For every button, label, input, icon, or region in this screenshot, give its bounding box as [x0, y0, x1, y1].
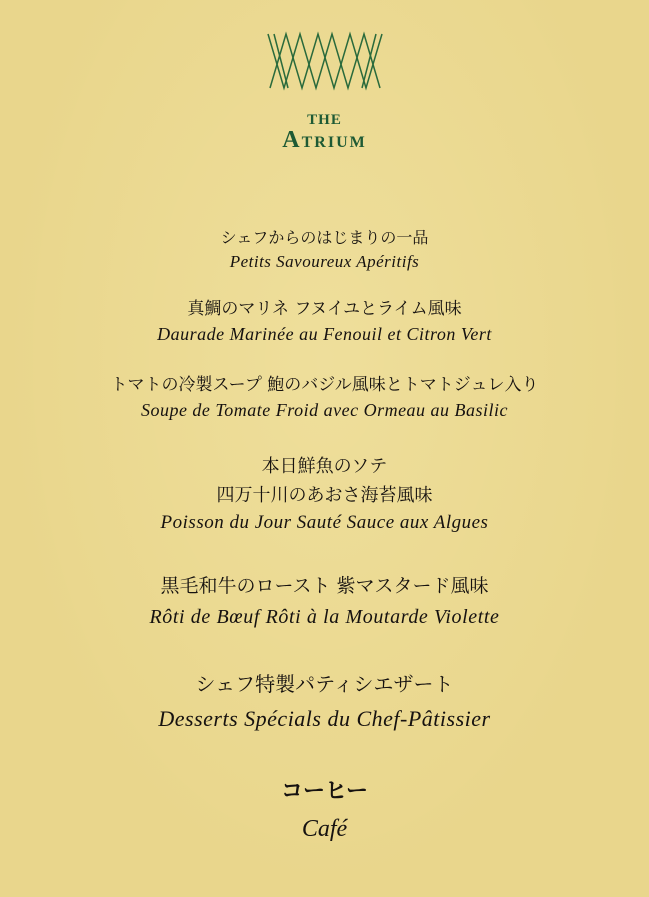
course-7-japanese: コーヒー: [280, 779, 369, 804]
menu-course-7: [0, 774, 649, 848]
logo-name-initial: A: [282, 127, 302, 153]
logo-name-text: [0, 127, 649, 153]
menu-course-1: [0, 226, 649, 274]
menu-course-4: [0, 452, 649, 536]
lattice-emblem-icon: [260, 30, 390, 92]
logo-the-text: THE: [307, 112, 342, 128]
atrium-logo: [0, 30, 649, 153]
course-7-french: Café: [301, 816, 348, 842]
course-2-japanese: 真鯛のマリネ フヌイユとライム風味: [187, 299, 462, 319]
course-1-japanese: シェフからのはじまりの一品: [220, 228, 429, 247]
course-3-japanese: トマトの冷製スープ 鮑のバジル風味とトマトジュレ入り: [110, 375, 539, 395]
course-6-french: Desserts Spécials du Chef-Pâtissier: [158, 706, 491, 731]
menu-course-6: [0, 666, 649, 736]
course-4-japanese-line-2: 四万十川のあおさ海苔風味: [216, 485, 433, 506]
course-4-french: Poisson du Jour Sauté Sauce aux Algues: [160, 512, 489, 533]
course-5-japanese: 黒毛和牛のロースト 紫マスタード風味: [160, 575, 489, 597]
course-4-japanese-line-1: 本日鮮魚のソテ: [261, 456, 388, 477]
course-2-french: Daurade Marinée au Fenouil et Citron Vert: [157, 324, 492, 344]
course-5-french: Rôti de Bœuf Rôti à la Moutarde Violette: [149, 606, 500, 628]
menu-course-5: [0, 570, 649, 632]
logo-name-rest: TRIUM: [301, 134, 367, 151]
menu-course-3: [0, 372, 649, 422]
course-3-french: Soupe de Tomate Froid avec Ormeau au Basilic: [140, 400, 509, 420]
menu-course-2: [0, 296, 649, 346]
course-6-japanese: シェフ特製パティシエザート: [195, 672, 454, 696]
course-1-french: Petits Savoureux Apéritifs: [229, 252, 420, 271]
